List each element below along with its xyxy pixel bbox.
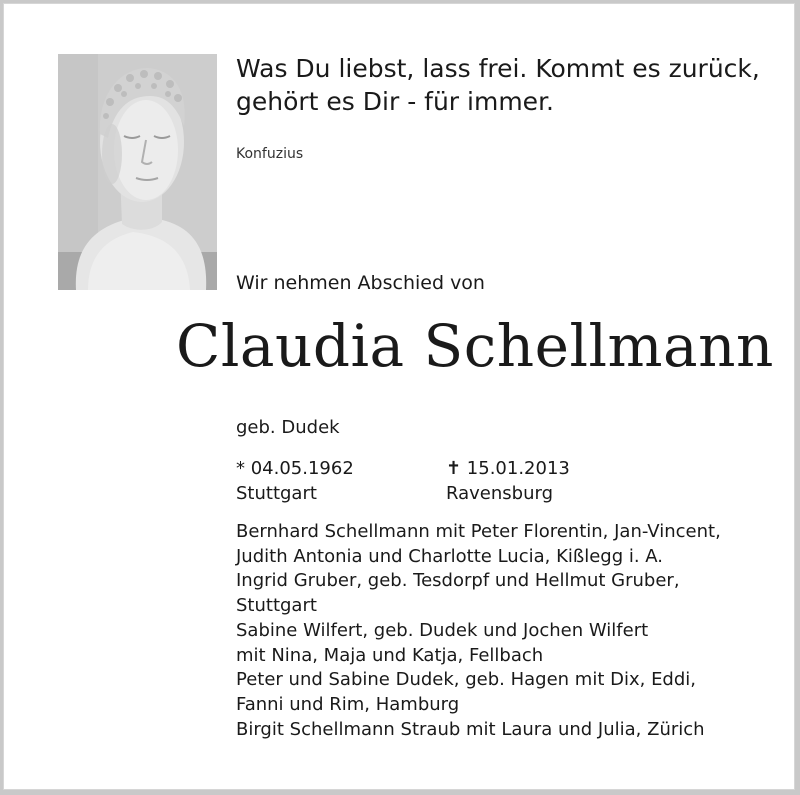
mourner-line: Sabine Wilfert, geb. Dudek und Jochen Wilfert [236,619,649,641]
bust-sculpture-photo [58,54,217,290]
death-date: ✝ 15.01.2013 [446,458,570,479]
mourners-list [236,520,776,742]
maiden-name: geb. Dudek [236,417,340,438]
mourner-line: Fanni und Rim, Hamburg [236,693,460,715]
obituary-card [3,3,795,790]
farewell-intro: Wir nehmen Abschied von [236,272,485,294]
birth-place: Stuttgart [236,483,317,504]
death-info [446,456,570,506]
birth-info [236,456,354,506]
mourner-line: Stuttgart [236,595,317,617]
mourner-line: Judith Antonia und Charlotte Lucia, Kißlegg i. A. [236,545,664,567]
deceased-name: Claudia Schellmann [176,312,774,380]
quote-line-1: Was Du liebst, lass frei. Kommt es zurück, [236,54,760,83]
quote-author: Konfuzius [236,146,304,162]
quote-line-2: gehört es Dir - für immer. [236,87,554,116]
mourner-line: Ingrid Gruber, geb. Tesdorpf und Hellmut Gruber, [236,570,680,592]
birth-date: * 04.05.1962 [236,458,354,479]
mourner-line: mit Nina, Maja und Katja, Fellbach [236,644,544,666]
death-place: Ravensburg [446,483,553,504]
mourner-line: Birgit Schellmann Straub mit Laura und Julia, Zürich [236,718,705,740]
quote-text [236,52,776,118]
mourner-line: Peter und Sabine Dudek, geb. Hagen mit Dix, Eddi, [236,669,697,691]
mourner-line: Bernhard Schellmann mit Peter Florentin, Jan-Vincent, [236,521,721,542]
